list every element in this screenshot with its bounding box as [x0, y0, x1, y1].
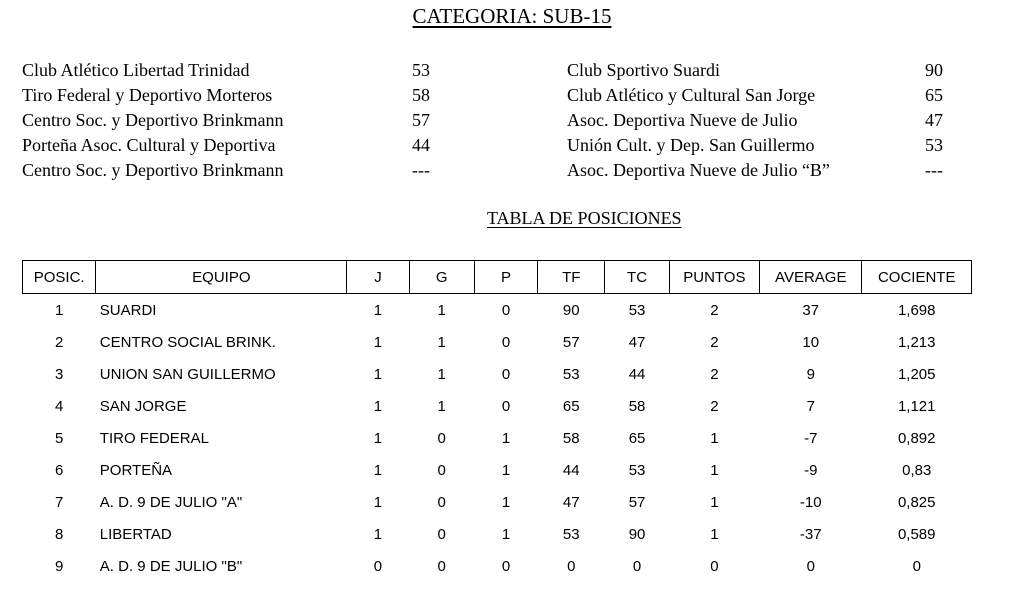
- table-row: [23, 326, 972, 358]
- result-score: ---: [412, 160, 430, 180]
- table-cell: 0: [912, 557, 921, 575]
- table-cell: CENTRO SOCIAL BRINK.: [99, 333, 276, 351]
- table-cell: 0,83: [902, 461, 932, 479]
- table-cell: 1: [710, 493, 719, 511]
- table-cell: 4: [54, 397, 64, 415]
- result-row: [22, 133, 462, 158]
- table-header-row: [23, 261, 972, 294]
- result-team: Porteña Asoc. Cultural y Deportiva: [22, 135, 276, 155]
- table-row: [23, 486, 972, 518]
- table-cell: 3: [54, 365, 64, 383]
- table-cell: 47: [562, 493, 580, 511]
- table-cell: 0: [806, 557, 815, 575]
- table-cell: 1,121: [897, 397, 936, 415]
- result-score: 47: [925, 110, 943, 130]
- table-cell: TIRO FEDERAL: [99, 429, 209, 447]
- table-cell: 1: [501, 461, 511, 479]
- table-cell: SAN JORGE: [99, 397, 187, 415]
- table-cell: 1: [373, 397, 383, 415]
- table-cell: 2: [710, 333, 719, 351]
- page-title: CATEGORIA: SUB-15: [412, 4, 612, 28]
- table-cell: 0: [501, 397, 511, 415]
- table-cell: -7: [804, 429, 818, 447]
- table-cell: 0: [567, 557, 576, 575]
- table-cell: 1: [373, 429, 383, 447]
- table-cell: 2: [710, 397, 719, 415]
- column-header: POSIC.: [23, 261, 96, 294]
- result-team: Asoc. Deportiva Nueve de Julio “B”: [567, 160, 830, 180]
- table-cell: 0: [501, 557, 511, 575]
- result-row: [567, 133, 967, 158]
- table-cell: 44: [562, 461, 580, 479]
- table-cell: 9: [806, 365, 815, 383]
- result-score: 65: [925, 85, 943, 105]
- table-cell: 0: [501, 365, 511, 383]
- results-left-column: [22, 58, 462, 183]
- result-row: [567, 158, 967, 183]
- result-score: 58: [412, 85, 430, 105]
- table-cell: 0: [437, 429, 446, 447]
- result-team: Club Atlético Libertad Trinidad: [22, 60, 250, 80]
- table-row: [23, 422, 972, 454]
- result-score: 53: [925, 135, 943, 155]
- table-cell: 0,589: [897, 525, 936, 543]
- table-cell: 1: [437, 333, 446, 351]
- table-cell: 1: [373, 493, 383, 511]
- result-team: Centro Soc. y Deportivo Brinkmann: [22, 160, 284, 180]
- table-cell: PORTEÑA: [99, 461, 173, 479]
- table-cell: 1: [437, 397, 446, 415]
- table-cell: 0: [373, 557, 383, 575]
- table-cell: 90: [628, 525, 646, 543]
- table-cell: 57: [562, 333, 580, 351]
- table-cell: 53: [628, 301, 646, 319]
- table-cell: 2: [710, 365, 719, 383]
- table-cell: 1: [373, 301, 383, 319]
- table-cell: 1: [373, 461, 383, 479]
- result-row: [22, 158, 462, 183]
- table-cell: SUARDI: [99, 301, 157, 319]
- table-cell: 53: [562, 365, 580, 383]
- table-cell: 53: [628, 461, 646, 479]
- table-cell: 1,205: [897, 365, 936, 383]
- table-cell: 65: [628, 429, 646, 447]
- table-cell: UNION SAN GUILLERMO: [99, 365, 276, 383]
- result-team: Club Sportivo Suardi: [567, 60, 721, 80]
- column-header: G: [409, 261, 474, 294]
- results-right-column: [567, 58, 967, 183]
- table-cell: 1: [373, 333, 383, 351]
- result-row: [22, 83, 462, 108]
- table-cell: 1: [54, 301, 64, 319]
- table-cell: 1: [373, 365, 383, 383]
- table-cell: 7: [806, 397, 815, 415]
- table-cell: 1: [501, 429, 511, 447]
- table-cell: 2: [54, 333, 64, 351]
- result-row: [22, 58, 462, 83]
- table-cell: 90: [562, 301, 580, 319]
- table-cell: 57: [628, 493, 646, 511]
- table-cell: 0: [501, 301, 511, 319]
- table-cell: 0: [437, 557, 446, 575]
- table-cell: 47: [628, 333, 646, 351]
- table-cell: 53: [562, 525, 580, 543]
- table-row: [23, 454, 972, 486]
- table-cell: -37: [799, 525, 822, 543]
- table-cell: 5: [54, 429, 64, 447]
- result-score: ---: [925, 160, 943, 180]
- result-score: 44: [412, 135, 430, 155]
- result-team: Asoc. Deportiva Nueve de Julio: [567, 110, 798, 130]
- table-cell: LIBERTAD: [99, 525, 172, 543]
- result-row: [567, 58, 967, 83]
- result-row: [22, 108, 462, 133]
- table-cell: 1: [437, 365, 446, 383]
- result-team: Unión Cult. y Dep. San Guillermo: [567, 135, 815, 155]
- standings-title: TABLA DE POSICIONES: [487, 208, 682, 228]
- table-cell: 8: [54, 525, 64, 543]
- table-row: [23, 550, 972, 582]
- table-cell: 2: [710, 301, 719, 319]
- table-cell: 58: [628, 397, 646, 415]
- table-cell: 1: [710, 461, 719, 479]
- column-header: AVERAGE: [760, 261, 862, 294]
- table-cell: 1: [710, 429, 719, 447]
- table-cell: 10: [802, 333, 820, 351]
- column-header: TC: [605, 261, 669, 294]
- column-header: J: [347, 261, 409, 294]
- column-header: TF: [538, 261, 605, 294]
- table-body: [23, 294, 972, 583]
- column-header: COCIENTE: [862, 261, 972, 294]
- table-cell: 0: [437, 461, 446, 479]
- result-team: Centro Soc. y Deportivo Brinkmann: [22, 110, 284, 130]
- column-header: EQUIPO: [96, 261, 347, 294]
- table-cell: 0: [437, 493, 446, 511]
- table-cell: 1: [710, 525, 719, 543]
- standings-table: [22, 260, 972, 582]
- table-cell: 0,892: [897, 429, 936, 447]
- table-cell: 44: [628, 365, 646, 383]
- table-cell: A. D. 9 DE JULIO "B": [99, 557, 243, 575]
- table-cell: 1,698: [897, 301, 936, 319]
- table-row: [23, 358, 972, 390]
- table-cell: -9: [804, 461, 818, 479]
- table-cell: 1: [373, 525, 383, 543]
- result-team: Tiro Federal y Deportivo Morteros: [22, 85, 273, 105]
- table-cell: 37: [802, 301, 820, 319]
- table-row: [23, 390, 972, 422]
- table-row: [23, 518, 972, 550]
- column-header: P: [474, 261, 537, 294]
- table-cell: 0: [437, 525, 446, 543]
- result-team: Club Atlético y Cultural San Jorge: [567, 85, 816, 105]
- table-cell: 7: [54, 493, 64, 511]
- result-score: 57: [412, 110, 430, 130]
- table-cell: 0: [710, 557, 719, 575]
- result-score: 53: [412, 60, 430, 80]
- table-cell: 6: [54, 461, 64, 479]
- result-row: [567, 83, 967, 108]
- table-cell: A. D. 9 DE JULIO "A": [99, 493, 243, 511]
- result-row: [567, 108, 967, 133]
- table-cell: -10: [799, 493, 822, 511]
- table-cell: 0,825: [897, 493, 936, 511]
- table-cell: 0: [501, 333, 511, 351]
- table-cell: 1,213: [897, 333, 936, 351]
- table-row: [23, 294, 972, 327]
- column-header: PUNTOS: [669, 261, 759, 294]
- table-cell: 0: [632, 557, 642, 575]
- table-cell: 1: [501, 493, 511, 511]
- table-cell: 1: [501, 525, 511, 543]
- table-cell: 58: [562, 429, 580, 447]
- table-cell: 9: [54, 557, 64, 575]
- table-cell: 65: [562, 397, 580, 415]
- table-cell: 1: [437, 301, 446, 319]
- result-score: 90: [925, 60, 943, 80]
